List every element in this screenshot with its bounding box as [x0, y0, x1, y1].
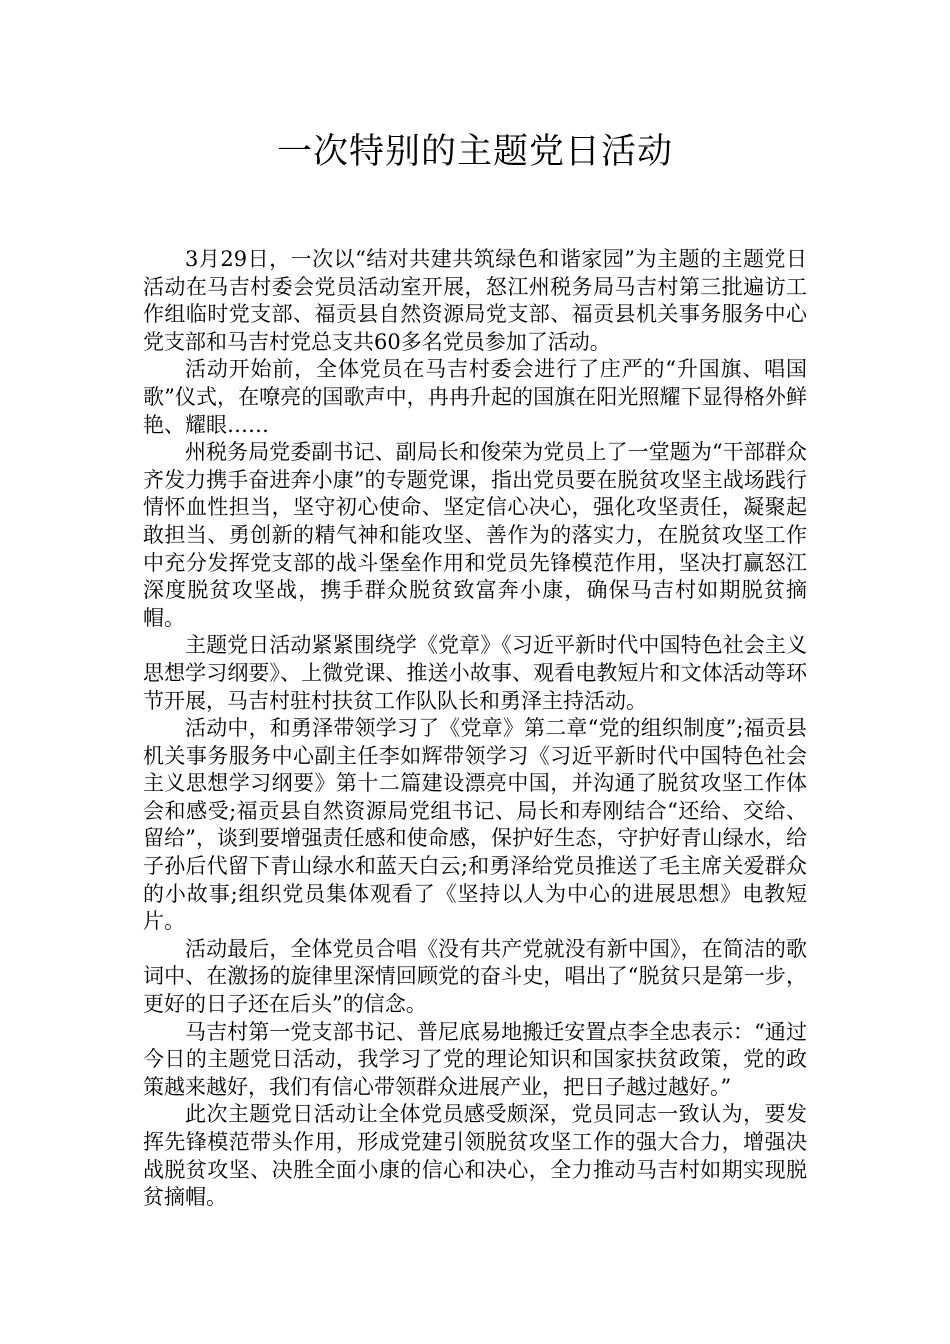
paragraph: 3月29日，一次以“结对共建共筑绿色和谐家园”为主题的主题党日活动在马吉村委会党员活动室开展，怒江州税务局马吉村第三批遍访工作组临时党支部、福贡县自然资源局党支部、福贡县机关事务服务中心党支部和马吉村党总支共60多名党员参加了活动。 — [143, 247, 807, 354]
document-body — [143, 246, 807, 1212]
document-title: 一次特别的主题党日活动 — [276, 132, 673, 172]
paragraph: 此次主题党日活动让全体党员感受颇深，党员同志一致认为，要发挥先锋模范带头作用，形成党建引领脱贫攻坚工作的强大合力，增强决战脱贫攻坚、决胜全面小康的信心和决心，全力推动马吉村如期实现脱贫摘帽。 — [143, 1102, 807, 1210]
paragraph: 活动开始前，全体党员在马吉村委会进行了庄严的“升国旗、唱国歌”仪式，在嘹亮的国歌声中，冉冉升起的国旗在阳光照耀下显得格外鲜艳、耀眼…… — [143, 357, 807, 437]
paragraph: 州税务局党委副书记、副局长和俊荣为党员上了一堂题为“干部群众齐发力携手奋进奔小康”的专题党课，指出党员要在脱贫攻坚主战场践行情怀血性担当，坚守初心使命、坚定信心决心，强化攻坚责任，凝聚起敢担当、勇创新的精气神和能攻坚、善作为的落实力，在脱贫攻坚工作中充分发挥党支部的战斗堡垒作用和党员先锋模范作用，坚决打赢怒江深度脱贫攻坚战，携手群众脱贫致富奔小康，确保马吉村如期脱贫摘帽。 — [143, 440, 807, 630]
paragraph: 马吉村第一党支部书记、普尼底易地搬迁安置点李全忠表示：“通过今日的主题党日活动，我学习了党的理论知识和国家扶贫政策，党的政策越来越好，我们有信心带领群众进展产业，把日子越过越好。” — [143, 1019, 807, 1099]
paragraph: 主题党日活动紧紧围绕学《党章》《习近平新时代中国特色社会主义思想学习纲要》、上微党课、推送小故事、观看电教短片和文体活动等环节开展，马吉村驻村扶贫工作队队长和勇泽主持活动。 — [143, 633, 807, 713]
paragraph: 活动最后，全体党员合唱《没有共产党就没有新中国》，在简洁的歌词中、在激扬的旋律里深情回顾党的奋斗史，唱出了“脱贫只是第一步，更好的日子还在后头”的信念。 — [143, 936, 807, 1017]
paragraph: 活动中，和勇泽带领学习了《党章》第二章“党的组织制度”;福贡县机关事务服务中心副主任李如辉带领学习《习近平新时代中国特色社会主义思想学习纲要》第十二篇建设漂亮中国，并沟通了脱贫攻坚工作体会和感受;福贡县自然资源局党组书记、局长和寿刚结合“还给、交给、留给”，谈到要增强责任感和使命感，保护好生态，守护好青山绿水，给子孙后代留下青山绿水和蓝天白云;和勇泽给党员推送了毛主席关爱群众的小故事;组织党员集体观看了《坚持以人为中心的进展思想》电教短片。 — [143, 716, 807, 934]
